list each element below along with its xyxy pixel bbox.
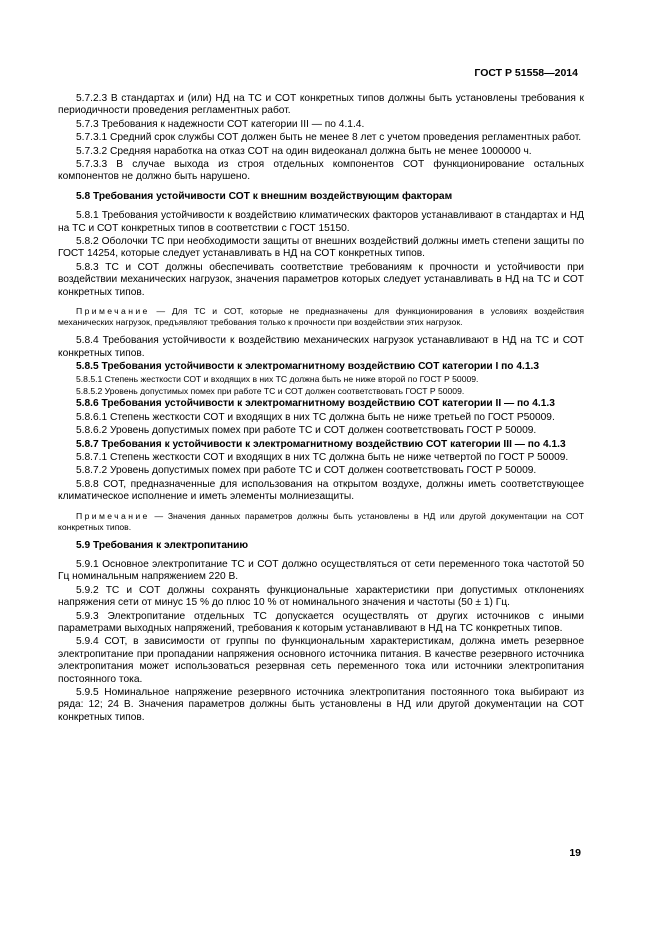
paragraph: 5.7.3.3 В случае выхода из строя отдельных компонентов СОТ функционирование остальных компонентов не должно быть нарушено. (58, 159, 584, 183)
paragraph: 5.8.3 ТС и СОТ должны обеспечивать соответствие требованиям к прочности и устойчивости при воздействии механических нагрузок, значения параметров которых следует устанавливать в НД на ТС и СОТ конкретных типов. (58, 261, 584, 298)
note-text: — Значения данных параметров должны быть установлены в НД или другой документации на СОТ конкретных типов. (58, 510, 584, 532)
subsection-heading: 5.8.5 Требования устойчивости к электромагнитному воздействию СОТ категории I по 4.1.3 (76, 360, 540, 372)
paragraph: 5.8.8 СОТ, предназначенные для использования на открытом воздухе, должны иметь соответствующее климатическое исполнение и иметь элементы молниезащиты. (58, 478, 584, 503)
section-heading: 5.9 Требования к электропитанию (76, 539, 249, 551)
note-label: Примечание (76, 306, 150, 317)
paragraph: 5.8.6.2 Уровень допустимых помех при работе ТС и СОТ должен соответствовать ГОСТ Р 50009. (76, 425, 537, 437)
paragraph: 5.8.6.1 Степень жесткости СОТ и входящих в них ТС должна быть не ниже третьей по ГОСТ Р50009. (76, 411, 555, 423)
paragraph: 5.7.3.1 Средний срок службы СОТ должен быть не менее 8 лет с учетом проведения регламентных работ. (76, 132, 582, 144)
paragraph: 5.9.2 ТС и СОТ должны сохранять функциональные характеристики при допустимых отклонениях напряжения сети от минус 15 % до плюс 10 % от номинального значения и частоты (50 ± 1) Гц. (58, 584, 584, 609)
small-paragraph: 5.8.5.1 Степень жесткости СОТ и входящих в них ТС должна быть не ниже второй по ГОСТ Р 50009. (76, 374, 479, 385)
note-label: Примечание (76, 510, 150, 521)
paragraph: 5.7.2.3 В стандартах и (или) НД на ТС и СОТ конкретных типов должны быть установлены требования к периодичности проведения регламентных работ. (58, 93, 584, 117)
paragraph: 5.8.7.1 Степень жесткости СОТ и входящих в них ТС должна быть не ниже четвертой по ГОСТ Р 50009. (76, 451, 569, 463)
paragraph: 5.9.5 Номинальное напряжение резервного источника электропитания постоянного тока выбирают из ряда: 12; 24 В. Значения параметров должны быть установлены в НД или другой документации на СОТ конкретных типов. (58, 687, 584, 723)
paragraph: 5.8.1 Требования устойчивости к воздействию климатических факторов устанавливают в стандартах и НД на ТС и СОТ конкретных типов в соответствии с ГОСТ 15150. (58, 210, 584, 234)
note-paragraph (58, 306, 584, 328)
subsection-heading: 5.8.6 Требования устойчивости к электромагнитному воздействию СОТ категории II — по 4.1.3 (76, 398, 555, 410)
paragraph: 5.7.3 Требования к надежности СОТ категории III — по 4.1.4. (76, 118, 365, 130)
paragraph: 5.9.1 Основное электропитание ТС и СОТ должно осуществляться от сети переменного тока частотой 50 Гц номинальным напряжением 220 В. (58, 558, 584, 583)
document-body (58, 93, 584, 725)
paragraph: 5.8.2 Оболочки ТС при необходимости защиты от внешних воздействий должны иметь степени защиты по ГОСТ 14254, которые следует устанавливать в НД на СОТ конкретных типов. (58, 236, 584, 260)
note-text: — Для ТС и СОТ, которые не предназначены для функционирования в условиях воздействия механических нагрузок, предъявляют требования только к прочности при воздействии этих нагрузок. (58, 306, 584, 328)
small-paragraph: 5.8.5.2 Уровень допустимых помех при работе ТС и СОТ должен соответствовать ГОСТ Р 50009. (76, 386, 465, 397)
note-paragraph (58, 511, 584, 533)
paragraph: 5.8.4 Требования устойчивости к воздействию механических нагрузок устанавливают в НД на ТС и СОТ конкретных типов. (58, 335, 584, 359)
section-heading: 5.8 Требования устойчивости СОТ к внешним воздействующим факторам (76, 190, 453, 202)
paragraph: 5.9.3 Электропитание отдельных ТС допускается осуществлять от других источников с иными параметрами выходных напряжений, требования к которым устанавливают в НД на ТС конкретных типов. (58, 610, 584, 634)
subsection-heading: 5.8.7 Требования к устойчивости к электромагнитному воздействию СОТ категории III — по 4.1.3 (76, 438, 566, 450)
paragraph: 5.8.7.2 Уровень допустимых помех при работе ТС и СОТ должен соответствовать ГОСТ Р 50009. (76, 465, 537, 477)
paragraph: 5.7.3.2 Средняя наработка на отказ СОТ на один видеоканал должна быть не менее 1000000 ч. (76, 145, 532, 157)
page-number: 19 (569, 847, 581, 859)
paragraph: 5.9.4 СОТ, в зависимости от группы по функциональным характеристикам, должна иметь резервное электропитание при пропадании напряжения основного источника питания. В качестве резервного источника электропитания может использоваться резервная сеть переменного тока или источники электропитания постоянного тока. (58, 636, 584, 685)
document-code-header: ГОСТ Р 51558—2014 (474, 67, 578, 79)
